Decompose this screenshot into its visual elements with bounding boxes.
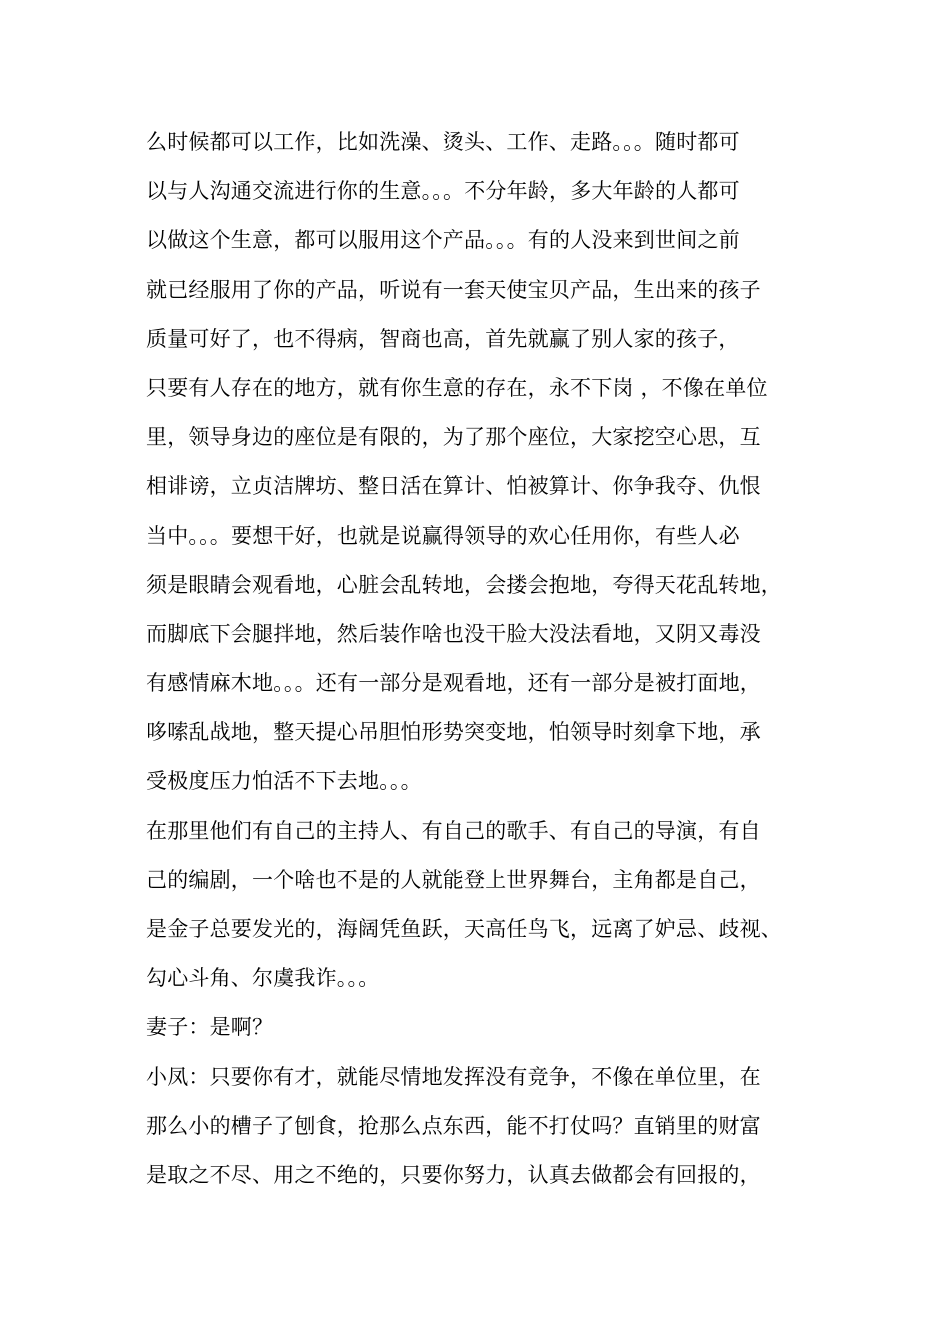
text-line: 以与人沟通交流进行你的生意。。。不分年龄，多大年龄的人都可: [146, 179, 740, 204]
text-line: 里，领导身边的座位是有限的，为了那个座位，大家挖空心思，互: [146, 425, 761, 450]
text-line: 而脚底下会腿拌地，然后装作啥也没干脸大没法看地，又阴又毒没: [146, 621, 761, 646]
text-line: 是取之不尽、用之不绝的，只要你努力，认真去做都会有回报的，: [146, 1162, 761, 1187]
text-line: 有感情麻木地。。。还有一部分是观看地，还有一部分是被打面地，: [146, 671, 761, 696]
text-line: 是金子总要发光的，海阔凭鱼跃，天高任鸟飞，远离了妒忌、歧视、: [146, 917, 782, 941]
text-line: 只要有人存在的地方，就有你生意的存在，永不下岗 ，不像在单位: [146, 375, 768, 400]
text-line: 那么小的槽子了刨食，抢那么点东西，能不打仗吗？直销里的财富: [146, 1113, 761, 1138]
document-body: [146, 118, 814, 1200]
text-line: 在那里他们有自己的主持人、有自己的歌手、有自己的导演，有自: [146, 818, 761, 843]
text-line: 己的编剧，一个啥也不是的人就能登上世界舞台，主角都是自己，: [146, 867, 761, 892]
text-line: 小凤：只要你有才，就能尽情地发挥没有竞争，不像在单位里，在: [146, 1064, 761, 1089]
text-line: 受极度压力怕活不下去地。。。: [146, 769, 422, 794]
text-line: 妻子：是啊？: [146, 1015, 274, 1040]
text-line: 勾心斗角、尔虞我诈。。。: [146, 966, 380, 991]
text-line: 就已经服用了你的产品，听说有一套天使宝贝产品，生出来的孩子: [146, 277, 761, 302]
text-line: 哆嗦乱战地，整天提心吊胆怕形势突变地，怕领导时刻拿下地，承: [146, 720, 761, 745]
text-line: 相诽谤，立贞洁牌坊、整日活在算计、怕被算计、你争我夺、仇恨: [146, 474, 761, 499]
text-line: 当中。。。要想干好，也就是说赢得领导的欢心任用你，有些人必: [146, 523, 740, 548]
text-line: 么时候都可以工作，比如洗澡、烫头、工作、走路。。。随时都可: [146, 130, 740, 154]
text-line: 质量可好了，也不得病，智商也高，首先就赢了别人家的孩子，: [146, 326, 740, 351]
text-line: 以做这个生意，都可以服用这个产品。。。有的人没来到世间之前: [146, 228, 740, 253]
text-line: 须是眼睛会观看地，心脏会乱转地，会搂会抱地，夸得天花乱转地，: [146, 572, 782, 597]
